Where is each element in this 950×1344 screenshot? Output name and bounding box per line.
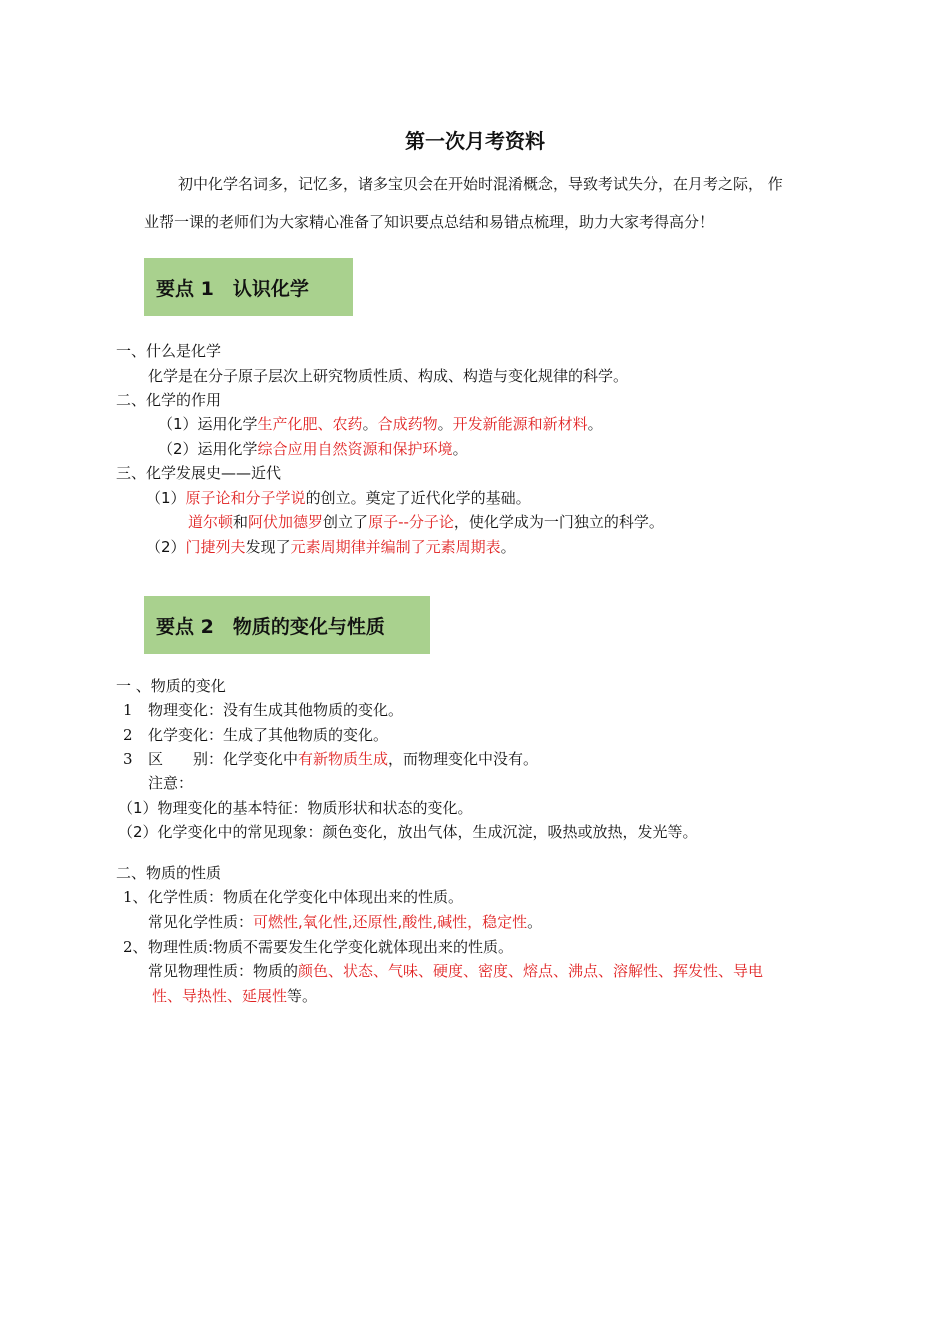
s2-prop-2-number: 2、 xyxy=(123,938,148,956)
text: 和 xyxy=(233,513,249,531)
highlight: 可燃性,氧化性,还原性,酸性,碱性，稳定性 xyxy=(253,913,528,931)
text: （2） xyxy=(146,538,186,556)
s1-heading-1: 一、什么是化学 xyxy=(116,342,222,360)
s2-note-1: （1）物理变化的基本特征：物质形状和状态的变化。 xyxy=(118,799,473,817)
s2-prop-1b xyxy=(148,912,542,932)
text: ，使化学成为一门独立的科学。 xyxy=(453,513,664,531)
s2-change-2-number: 2 xyxy=(123,726,133,744)
highlight: 综合应用自然资源和保护环境 xyxy=(257,440,453,458)
s2-change-1-number: 1 xyxy=(123,701,133,719)
highlight: 原子论和分子学说 xyxy=(185,489,306,507)
page-title: 第一次月考资料 xyxy=(405,129,545,153)
s2-prop-2: 物理性质:物质不需要发生化学变化就体现出来的性质。 xyxy=(148,938,514,956)
text: 。 xyxy=(587,415,603,433)
s1-use-1 xyxy=(158,414,603,434)
section1-heading xyxy=(144,258,353,316)
section2-heading xyxy=(144,596,430,654)
highlight: 性、导热性、延展性 xyxy=(152,987,288,1005)
text: （1） xyxy=(146,489,186,507)
text: （2）运用化学 xyxy=(158,440,258,458)
text: 常见化学性质： xyxy=(148,913,254,931)
s2-change-1: 物理变化：没有生成其他物质的变化。 xyxy=(148,701,404,719)
highlight: 有新物质生成 xyxy=(298,750,389,768)
highlight: 开发新能源和新材料 xyxy=(452,415,588,433)
highlight: 阿伏加德罗 xyxy=(248,513,324,531)
s2-prop-1: 化学性质：物质在化学变化中体现出来的性质。 xyxy=(148,888,464,906)
intro-line-2: 业帮一课的老师们为大家精心准备了知识要点总结和易错点梳理，助力大家考得高分！ xyxy=(144,213,715,231)
highlight: 合成药物 xyxy=(377,415,438,433)
text: （1）运用化学 xyxy=(158,415,258,433)
highlight: 生产化肥、农药 xyxy=(257,415,363,433)
s2-prop-2c xyxy=(152,986,317,1006)
text: 等。 xyxy=(287,987,318,1005)
s2-change-2: 化学变化：生成了其他物质的变化。 xyxy=(148,726,389,744)
text: 常见物理性质：物质的 xyxy=(148,962,299,980)
text: 。 xyxy=(362,415,378,433)
s1-heading-2: 二、化学的作用 xyxy=(116,391,222,409)
s1-heading-3: 三、化学发展史——近代 xyxy=(116,464,282,482)
text: 的创立。奠定了近代化学的基础。 xyxy=(305,489,531,507)
text: 。 xyxy=(527,913,543,931)
text: 创立了 xyxy=(323,513,369,531)
text: 发现了 xyxy=(245,538,291,556)
text: 区 别：化学变化中 xyxy=(148,750,299,768)
highlight: 门捷列夫 xyxy=(185,538,246,556)
s1-use-2 xyxy=(158,439,468,459)
text: ，而物理变化中没有。 xyxy=(388,750,539,768)
section2-heading-text: 要点 2 物质的变化与性质 xyxy=(156,615,385,638)
s2-heading-2: 二、物质的性质 xyxy=(116,864,222,882)
s1-paragraph-1: 化学是在分子原子层次上研究物质性质、构成、构造与变化规律的科学。 xyxy=(148,367,629,385)
highlight: 原子--分子论 xyxy=(368,513,454,531)
s2-prop-2b xyxy=(148,961,763,981)
highlight: 元素周期律并编制了元素周期表 xyxy=(290,538,501,556)
s2-change-3-number: 3 xyxy=(123,750,133,768)
intro-line-1: 初中化学名词多，记忆多，诸多宝贝会在开始时混淆概念，导致考试失分，在月考之际， 作 xyxy=(178,175,783,193)
s1-history-1 xyxy=(146,488,531,508)
text: 。 xyxy=(437,415,453,433)
s2-note: 注意： xyxy=(148,774,194,792)
section1-heading-text: 要点 1 认识化学 xyxy=(156,277,309,300)
s2-heading-1: 一 、物质的变化 xyxy=(116,677,226,695)
highlight: 道尔顿 xyxy=(188,513,234,531)
s1-history-2 xyxy=(146,537,516,557)
s2-note-2: （2）化学变化中的常见现象：颜色变化，放出气体，生成沉淀，吸热或放热，发光等。 xyxy=(118,823,698,841)
s2-change-3 xyxy=(148,749,538,769)
text: 。 xyxy=(500,538,516,556)
s1-history-1b xyxy=(188,512,664,532)
s2-prop-1-number: 1、 xyxy=(123,888,148,906)
text: 。 xyxy=(452,440,468,458)
highlight: 颜色、状态、气味、硬度、密度、熔点、沸点、溶解性、挥发性、导电 xyxy=(298,962,764,980)
